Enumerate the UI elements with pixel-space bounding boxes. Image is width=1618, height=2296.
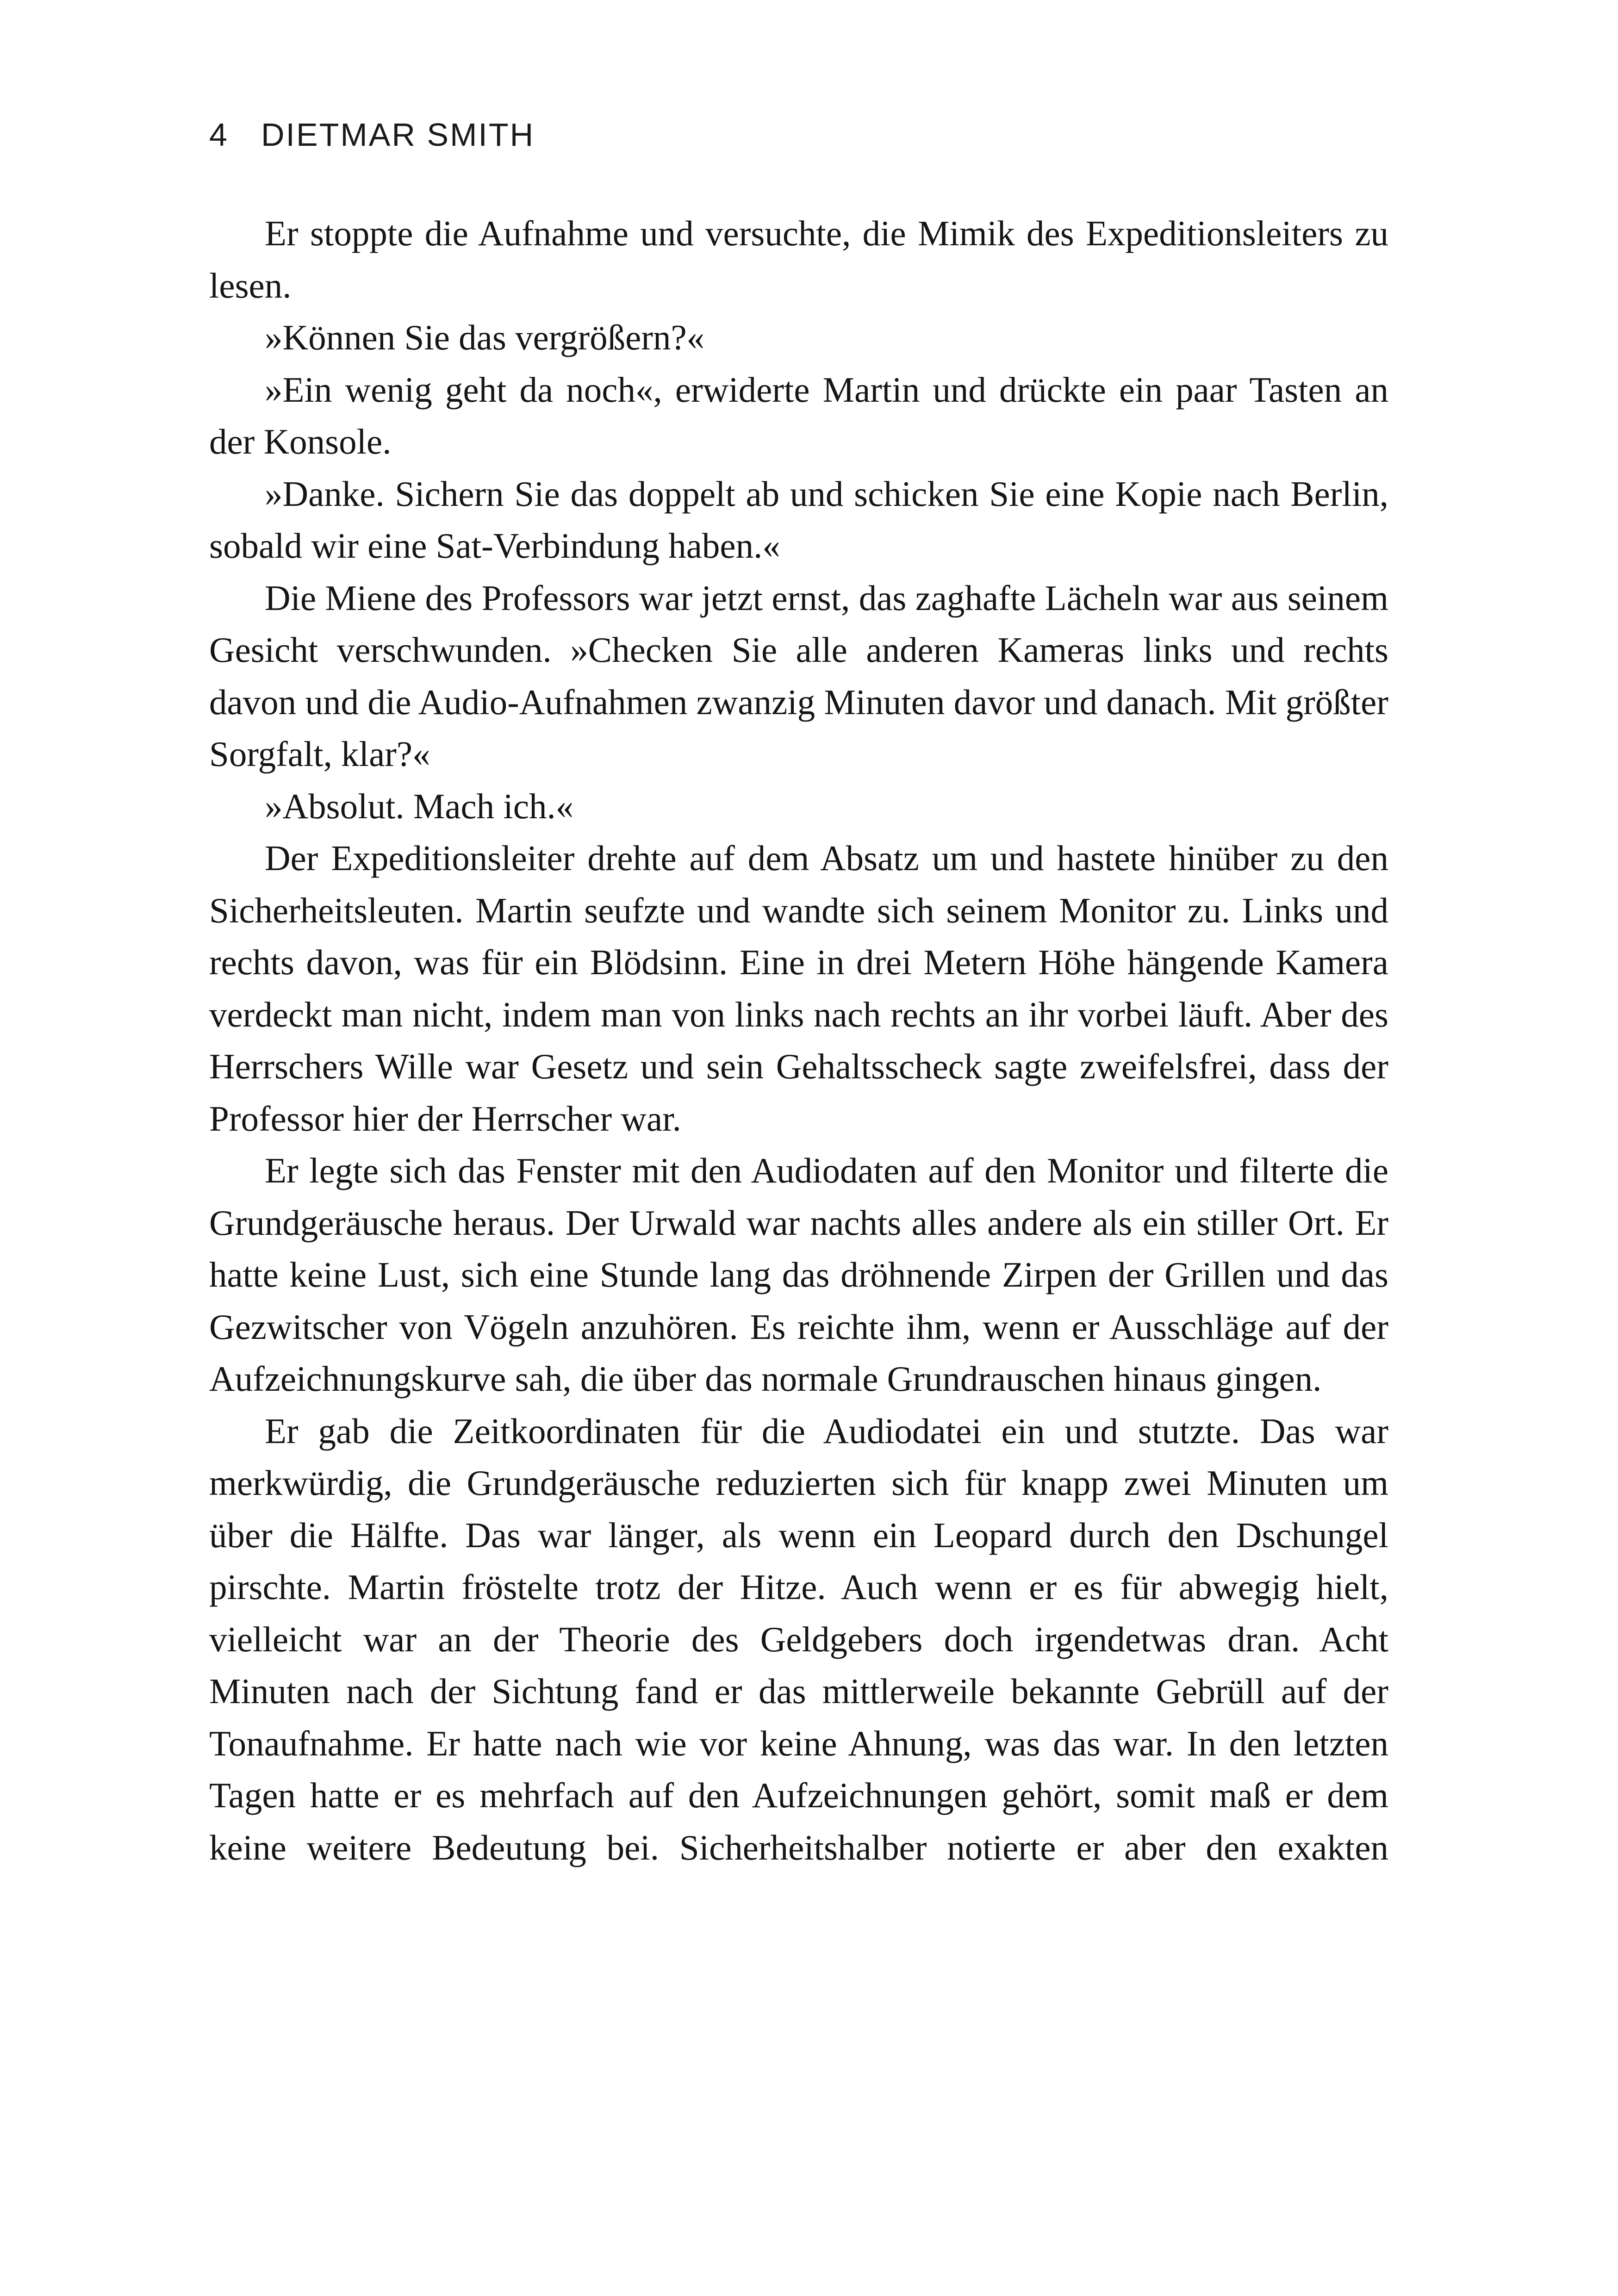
paragraph: »Danke. Sichern Sie das doppelt ab und schicken Sie eine Kopie nach Berlin, sobald wir eine Sat-Verbindung haben.« <box>209 473 1388 566</box>
running-head <box>209 118 535 151</box>
page-number: 4 <box>209 117 229 153</box>
body-text <box>209 207 1388 1873</box>
paragraph: »Ein wenig geht da noch«, erwiderte Martin und drückte ein paar Tasten an der Konsole. <box>209 369 1388 461</box>
paragraph: »Können Sie das vergrößern?« <box>265 317 705 357</box>
paragraph: Der Expeditionsleiter drehte auf dem Absatz um und hastete hinüber zu den Sicherheitsleuten. Martin seufzte und wandte sich seinem Monitor zu. Links und rechts davon, was für ein Blödsinn. Eine in drei Metern Höhe hängende Kamera verdeckt man nicht, indem man von links nach rechts an ihr vorbei läuft. Aber des Herrschers Wille war Gesetz und sein Gehaltsscheck sagte zweifelsfrei, dass der Professor hier der Herrscher war. <box>209 838 1388 1139</box>
paragraph: Die Miene des Professors war jetzt ernst, das zaghafte Lächeln war aus seinem Gesicht verschwunden. »Checken Sie alle anderen Kameras links und rechts davon und die Audio-Aufnahmen zwanzig Minuten davor und danach. Mit größter Sorgfalt, klar?« <box>209 578 1388 774</box>
paragraph: Er gab die Zeitkoordinaten für die Audiodatei ein und stutzte. Das war merkwürdig, die Grundgeräusche reduzierten sich für knapp zwei Minuten um über die Hälfte. Das war länger, als wenn ein Leopard durch den Dschungel pirschte. Martin fröstelte trotz der Hitze. Auch wenn er es für abwegig hielt, vielleicht war an der Theorie des Geldgebers doch irgendetwas dran. Acht Minuten nach der Sichtung fand er das mittlerweile bekannte Gebrüll auf der Tonaufnahme. Er hatte nach wie vor keine Ahnung, was das war. In den letzten Tagen hatte er es mehrfach auf den Aufzeichnungen gehört, somit maß er dem keine weitere Bedeutung bei. Sicherheitshalber notierte er aber den exakten <box>209 1411 1388 1867</box>
running-head-author: DIETMAR SMITH <box>261 117 535 153</box>
paragraph: Er stoppte die Aufnahme und versuchte, die Mimik des Expeditionsleiters zu lesen. <box>209 213 1388 305</box>
paragraph: »Absolut. Mach ich.« <box>265 786 574 826</box>
paragraph: Er legte sich das Fenster mit den Audiodaten auf den Monitor und filterte die Grundgeräusche heraus. Der Urwald war nachts alles andere als ein stiller Ort. Er hatte keine Lust, sich eine Stunde lang das dröhnende Zirpen der Grillen und das Gezwitscher von Vögeln anzuhören. Es reichte ihm, wenn er Ausschläge auf der Aufzeichnungskurve sah, die über das normale Grundrauschen hinaus gingen. <box>209 1151 1388 1399</box>
